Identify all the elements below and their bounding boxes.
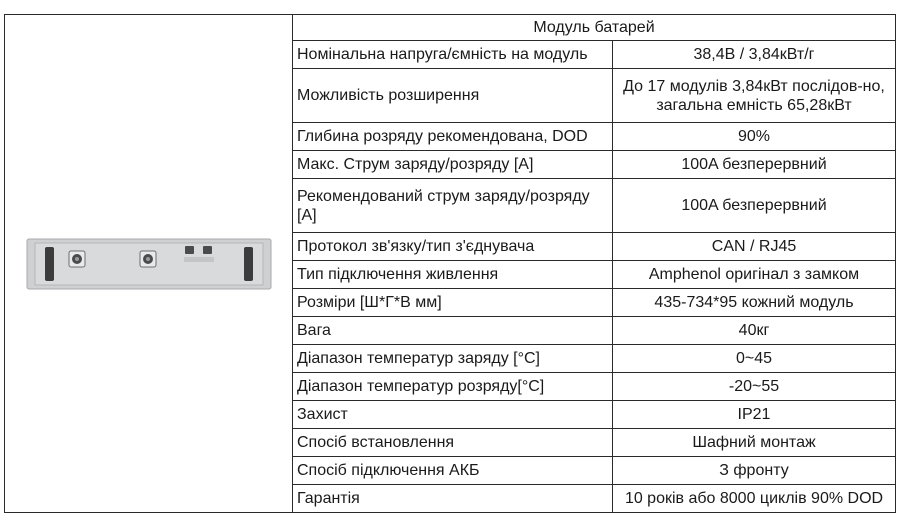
value-cell: З фронту	[613, 457, 896, 485]
value-cell: 10 років або 8000 циклів 90% DOD	[613, 485, 896, 513]
param-cell: Глибина розряду рекомендована, DOD	[293, 123, 613, 151]
value-cell: 0~45	[613, 345, 896, 373]
right-handle	[244, 247, 253, 281]
param-cell: Захист	[293, 401, 613, 429]
value-cell: До 17 модулів 3,84кВт послідов-но, загальна емність 65,28кВт	[613, 69, 896, 123]
param-cell: Вага	[293, 317, 613, 345]
param-cell: Макс. Струм заряду/розряду [A]	[293, 151, 613, 179]
value-cell: 38,4В / 3,84кВт/г	[613, 41, 896, 69]
value-cell: CAN / RJ45	[613, 233, 896, 261]
param-cell: Протокол зв'язку/тип з'єднувача	[293, 233, 613, 261]
value-cell: Amphenol оригінал з замком	[613, 261, 896, 289]
value-cell: Шафний монтаж	[613, 429, 896, 457]
value-cell: 40кг	[613, 317, 896, 345]
power-connector-icon	[140, 251, 156, 267]
value-cell: 100A безперервний	[613, 151, 896, 179]
param-cell: Спосіб підключення АКБ	[293, 457, 613, 485]
table-header-row	[5, 15, 896, 41]
value-cell: 435-734*95 кожний модуль	[613, 289, 896, 317]
param-cell: Можливість розширення	[293, 69, 613, 123]
battery-module-image	[25, 238, 273, 290]
value-cell: 90%	[613, 123, 896, 151]
left-handle	[45, 247, 54, 281]
power-connector-icon	[69, 251, 85, 267]
value-cell: -20~55	[613, 373, 896, 401]
spec-table	[4, 14, 896, 513]
table-title: Модуль батарей	[293, 15, 896, 41]
param-cell: Номінальна напруга/ємність на модуль	[293, 41, 613, 69]
product-image-cell	[5, 15, 293, 513]
param-cell: Діапазон температур заряду [°C]	[293, 345, 613, 373]
param-cell: Гарантія	[293, 485, 613, 513]
value-cell: 100A безперервний	[613, 179, 896, 233]
param-cell: Розміри [Ш*Г*В мм]	[293, 289, 613, 317]
param-cell: Рекомендований струм заряду/розряду [A]	[293, 179, 613, 233]
param-cell: Спосіб встановлення	[293, 429, 613, 457]
param-cell: Тип підключення живлення	[293, 261, 613, 289]
value-cell: IP21	[613, 401, 896, 429]
param-cell: Діапазон температур розряду[°C]	[293, 373, 613, 401]
